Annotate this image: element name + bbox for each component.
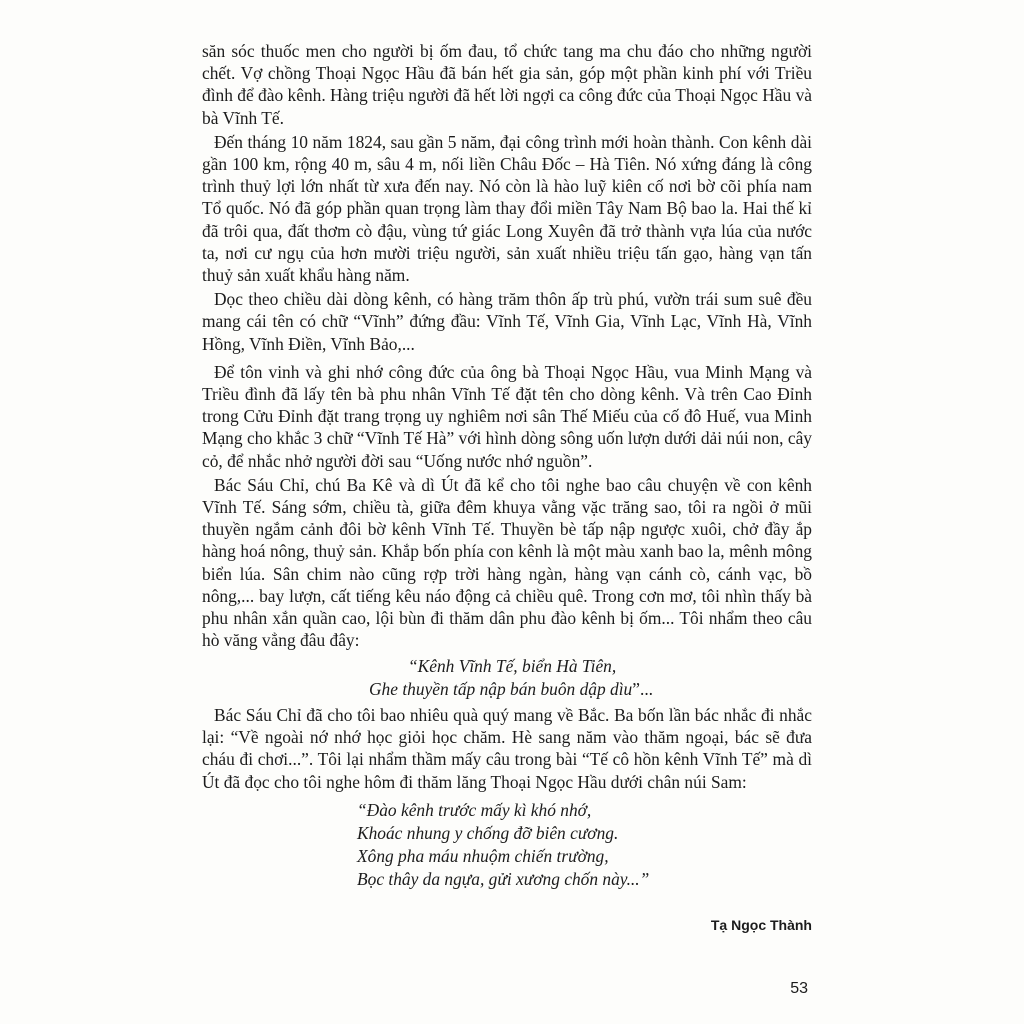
paragraph: săn sóc thuốc men cho người bị ốm đau, tổ chức tang ma chu đáo cho những người chết. Vợ chồng Thoại Ngọc Hầu đã bán hết gia sản, góp một phần kinh phí với Triều đình để đào kênh. Hàng triệu người đã hết lời ngợi ca công đức của Thoại Ngọc Hầu và bà Vĩnh Tế. [202, 41, 812, 128]
folk-verse [202, 655, 812, 699]
author-name: Tạ Ngọc Thành [710, 917, 812, 933]
verse-line: “Đào kênh trước mấy kì khó nhớ, [357, 799, 592, 820]
verse-line [202, 678, 812, 700]
verse-line-end: ”... [632, 678, 654, 699]
paragraph: Để tôn vinh và ghi nhớ công đức của ông bà Thoại Ngọc Hầu, vua Minh Mạng và Triều đình đã lấy tên bà phu nhân Vĩnh Tế đặt tên cho dòng kênh. Và trên Cao Đỉnh trong Cửu Đỉnh đặt trang trọng uy nghiêm nơi sân Thế Miếu của cố đô Huế, vua Minh Mạng cho khắc 3 chữ “Vĩnh Tế Hà” với hình dòng sông uốn lượn dưới dải núi non, cây cỏ, để nhắc nhở người đời sau “Uống nước nhớ nguồn”. [202, 361, 812, 471]
verse-line: Khoác nhung y chống đỡ biên cương. [357, 822, 619, 843]
page-number: 53 [790, 980, 808, 997]
paragraph: Dọc theo chiều dài dòng kênh, có hàng trăm thôn ấp trù phú, vườn trái sum suê đều mang cái tên có chữ “Vĩnh” đứng đầu: Vĩnh Tế, Vĩnh Gia, Vĩnh Lạc, Vĩnh Hà, Vĩnh Hồng, Vĩnh Điền, Vĩnh Bảo,... [202, 289, 812, 354]
verse-line: “Kênh Vĩnh Tế, biển Hà Tiên, [408, 656, 617, 677]
paragraph: Bác Sáu Chỉ, chú Ba Kê và dì Út đã kể cho tôi nghe bao câu chuyện về con kênh Vĩnh Tế. Sáng sớm, chiều tà, giữa đêm khuya vằng vặc trăng sao, tôi ra ngồi ở mũi thuyền ngắm cảnh đôi bờ kênh Vĩnh Tế. Thuyền bè tấp nập ngược xuôi, chở đầy ắp hàng hoá nông, thuỷ sản. Khắp bốn phía con kênh là một màu xanh bao la, mênh mông biển lúa. Sân chim nào cũng rợp trời hàng ngàn, hàng vạn cánh cò, cánh vạc, bồ nông,... bay lượn, cất tiếng kêu náo động cả chiều quê. Trong cơn mơ, tôi nhìn thấy bà phu nhân xắn quần cao, lội bùn đi thăm dân phu đào kênh bị ốm... Tôi nhẩm theo câu hò văng vẳng đâu đây: [202, 474, 812, 651]
verse-line-text: Ghe thuyền tấp nập bán buôn dập dìu [369, 678, 633, 699]
verse-line: Xông pha máu nhuộm chiến trường, [357, 845, 609, 866]
paragraph: Bác Sáu Chỉ đã cho tôi bao nhiêu quà quý mang về Bắc. Ba bốn lần bác nhắc đi nhắc lại: “Về ngoài nớ nhớ học giỏi học chăm. Hè sang năm vào thăm ngoại, bác sẽ đưa cháu đi chơi...”. Tôi lại nhẩm thầm mấy câu trong bài “Tế cô hồn kênh Vĩnh Tế” mà dì Út đã đọc cho tôi nghe hôm đi thăm lăng Thoại Ngọc Hầu dưới chân núi Sam: [202, 704, 812, 792]
verse-line: Bọc thây da ngựa, gửi xương chốn này...” [357, 868, 650, 889]
body-text [202, 40, 812, 895]
paragraph: Đến tháng 10 năm 1824, sau gần 5 năm, đại công trình mới hoàn thành. Con kênh dài gần 100 km, rộng 40 m, sâu 4 m, nối liền Châu Đốc – Hà Tiên. Nó xứng đáng là công trình thuỷ lợi lớn nhất từ xưa đến nay. Nó còn là hào luỹ kiên cố nơi bờ cõi phía nam Tổ quốc. Nó đã góp phần quan trọng làm thay đổi miền Tây Nam Bộ bao la. Hai thế kỉ đã trôi qua, đất thơm cò đậu, vùng tứ giác Long Xuyên đã trở thành vựa lúa của nước ta, nơi cư ngụ của hơn mười triệu người, sản xuất nhiều triệu tấn gạo, hàng vạn tấn thuỷ sản xuất khẩu hàng năm. [202, 131, 812, 286]
poem-verse [202, 799, 812, 891]
